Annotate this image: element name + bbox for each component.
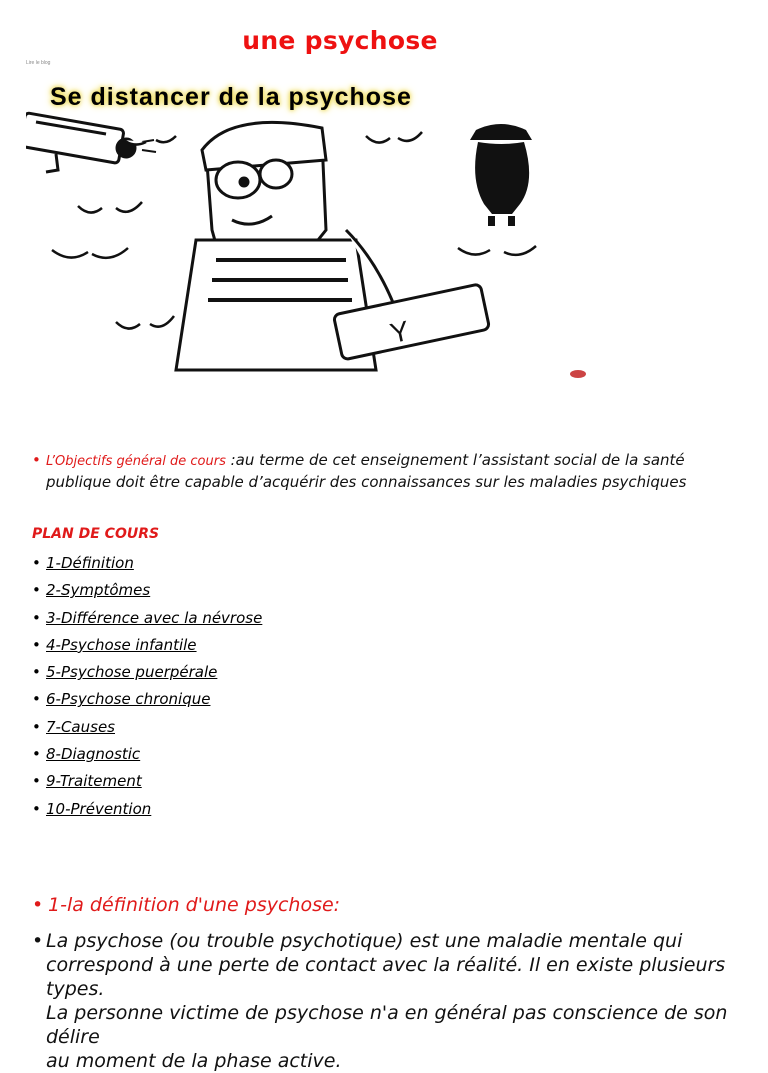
bullet: • (32, 451, 41, 469)
section-heading-text: 1-la définition d'une psychose: (48, 894, 341, 916)
psychosis-illustration (26, 70, 650, 388)
image-caption: Lire le blog (26, 60, 51, 66)
plan-item-label[interactable]: 7-Causes (46, 717, 115, 736)
illustration-banner: Se distancer de la psychose (50, 83, 412, 111)
objective-label: L’Objectifs général de cours (46, 454, 226, 469)
plan-item[interactable]: • 4-Psychose infantile (32, 635, 197, 654)
plan-item[interactable]: • 1-Définition (32, 554, 134, 572)
plan-item-label[interactable]: 1-Définition (46, 554, 134, 572)
plan-item-label[interactable]: 10-Prévention (46, 799, 152, 818)
definition-line: La personne victime de psychose n'a en général pas conscience de son délire (46, 1002, 728, 1048)
objective-text-2: publique doit être capable d’acquérir des connaissances sur les maladies psychiques (46, 473, 687, 491)
definition-line: correspond à une perte de contact avec la réalité. Il en existe plusieurs types. (46, 954, 726, 1000)
plan-item-label[interactable]: 8-Diagnostic (46, 745, 141, 764)
plan-item[interactable]: • 9-Traitement (32, 772, 142, 791)
plan-item[interactable]: • 3-Différence avec la névrose (32, 608, 263, 627)
plan-item[interactable]: • 7-Causes (32, 717, 115, 736)
plan-item-label[interactable]: 2-Symptômes (46, 581, 151, 600)
page-title: une psychose (242, 26, 438, 55)
plan-item-label[interactable]: 6-Psychose chronique (46, 690, 211, 709)
plan-item[interactable]: • 5-Psychose puerpérale (32, 663, 218, 682)
objective-text-1: :au terme de cet enseignement l’assistant social de la santé (225, 451, 685, 469)
plan-item-label[interactable]: 9-Traitement (46, 772, 142, 791)
plan-item[interactable]: • 10-Prévention (32, 799, 152, 818)
section-heading: • 1-la définition d'une psychose: (32, 894, 341, 916)
plan-title: PLAN DE COURS (32, 526, 160, 542)
course-objective (32, 450, 732, 493)
definition-paragraph: • La psychose (ou trouble psychotique) est une maladie mentale qui correspond à une perte de contact avec la réalité. Il en existe plusieurs types. La personne victime de psychose n'a en général pas conscience de son délire au moment de la phase active. (32, 929, 752, 1073)
definition-line: au moment de la phase active. (46, 1050, 342, 1072)
plan-item[interactable]: • 2-Symptômes (32, 581, 151, 600)
plan-item-label[interactable]: 3-Différence avec la névrose (46, 608, 263, 627)
svg-text:Y: Y (387, 314, 413, 350)
plan-item-label[interactable]: 5-Psychose puerpérale (46, 663, 218, 682)
plan-item[interactable]: • 8-Diagnostic (32, 745, 141, 764)
definition-line: La psychose (ou trouble psychotique) est une maladie mentale qui (46, 930, 683, 952)
plan-list (32, 551, 262, 824)
plan-item-label[interactable]: 4-Psychose infantile (46, 635, 197, 654)
plan-item[interactable]: • 6-Psychose chronique (32, 690, 211, 709)
